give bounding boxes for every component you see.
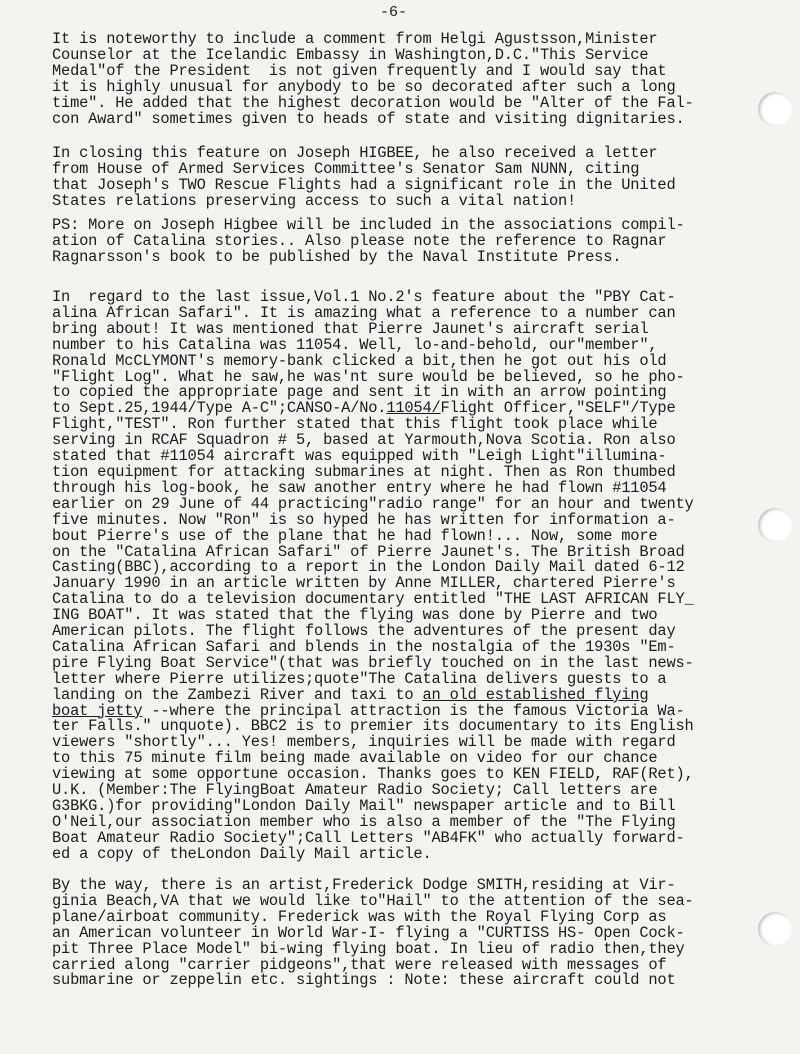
text-line: PS: More on Joseph Higbee will be included in the associations compil- xyxy=(52,216,685,234)
text-line: pire Flying Boat Service"(that was briefly touched on in the last news- xyxy=(52,653,694,672)
text-line: Catalina African Safari and blends in the nostalgia of the 1930s "Em- xyxy=(52,637,676,656)
text-line: American pilots. The flight follows the adventures of the present day xyxy=(52,622,676,641)
text-line: earlier on 29 June of 44 practicing"radio range" for an hour and twenty xyxy=(52,494,694,513)
text-line: pit Three Place Model" bi-wing flying boat. In lieu of radio then,they xyxy=(52,939,685,958)
text-line: Medal"of the President is not given frequently and I would say that xyxy=(52,61,667,80)
text-line: Flight,"TEST". Ron further stated that this flight took place while xyxy=(52,415,658,434)
paragraph-closing-higbee xyxy=(52,146,752,210)
page-number: -6- xyxy=(380,4,408,21)
text-line: ation of Catalina stories.. Also please note the reference to Ragnar xyxy=(52,231,667,250)
text-line: It is noteworthy to include a comment from Helgi Agustsson,Minister xyxy=(52,30,658,48)
text-line: to this 75 minute film being made available on video for our chance xyxy=(52,749,658,768)
text-line: ed a copy of theLondon Daily Mail article. xyxy=(52,844,432,863)
text-line: viewing at some opportune occasion. Thanks goes to KEN FIELD, RAF(Ret), xyxy=(52,765,694,784)
text-line: ginia Beach,VA that we would like to"Hail" to the attention of the sea- xyxy=(52,891,694,910)
paragraph-helgi-comment xyxy=(52,32,752,127)
text-line: ter Falls." unquote). BBC2 is to premier its documentary to its English xyxy=(52,717,694,736)
text-line: letter where Pierre utilizes;quote"The Catalina delivers guests to a xyxy=(52,669,667,688)
text-line: Ragnarsson's book to be published by the Naval Institute Press. xyxy=(52,247,622,266)
text-line: Catalina to do a television documentary entitled "THE LAST AFRICAN FLY_ xyxy=(52,590,694,609)
text-line: States relations preserving access to such a vital nation! xyxy=(52,191,577,210)
underlined-serial: 11054/ xyxy=(386,399,441,418)
text-line: stated that #11054 aircraft was equipped with "Leigh Light"illumina- xyxy=(52,447,667,466)
text-line: "Flight Log". What he saw,he was'nt sure would be believed, so he pho- xyxy=(52,367,685,386)
text-line: Casting(BBC),according to a report in the London Daily Mail dated 6-12 xyxy=(52,558,685,577)
text-line: time". He added that the highest decoration would be "Alter of the Fal- xyxy=(52,93,694,112)
binder-hole xyxy=(758,508,792,542)
text-line: U.K. (Member:The FlyingBoat Amateur Radio Society; Call letters are xyxy=(52,781,658,800)
text-line: five minutes. Now "Ron" is so hyped he has written for information a- xyxy=(52,510,676,529)
text-line: serving in RCAF Squadron # 5, based at Yarmouth,Nova Scotia. Ron also xyxy=(52,431,676,450)
paragraph-frederick-smith xyxy=(52,878,752,989)
text-line: G3BKG.)for providing"London Daily Mail" newspaper article and to Bill xyxy=(52,797,676,815)
text-line: Counselor at the Icelandic Embassy in Washington,D.C."This Service xyxy=(52,45,649,64)
text-line: bring about! It was mentioned that Pierre Jaunet's aircraft serial xyxy=(52,319,649,338)
text-line: Boat Amateur Radio Society";Call Letters "AB4FK" who actually forward- xyxy=(52,828,685,847)
text-line: alina African Safari". It is amazing what a reference to a number can xyxy=(52,303,676,322)
text-line: from House of Armed Services Committee's Senator Sam NUNN, citing xyxy=(52,159,640,178)
text-line: an American volunteer in World War-I- flying a "CURTISS HS- Open Cock- xyxy=(52,923,685,942)
text-line: plane/airboat community. Frederick was with the Royal Flying Corp as xyxy=(52,907,667,926)
text-segment: to Sept.25,1944/Type A-C";CANSO-A/No. xyxy=(52,399,387,418)
text-line: con Award" sometimes given to heads of state and visiting dignitaries. xyxy=(52,109,685,128)
text-line: By the way, there is an artist,Frederick Dodge SMITH,residing at Vir- xyxy=(52,876,676,894)
binder-hole xyxy=(758,92,792,126)
text-line: to copied the appropriate page and sent it in with an arrow pointing xyxy=(52,383,667,402)
text-segment: Flight Officer,"SELF"/Type xyxy=(440,399,676,418)
text-line: number to his Catalina was 11054. Well, lo-and-behold, our"member", xyxy=(52,335,658,354)
underlined-phrase: boat jetty xyxy=(52,701,143,720)
text-line: ING BOAT". It was stated that the flying was done by Pierre and two xyxy=(52,606,658,625)
text-line: submarine or zeppelin etc. sightings : Note: these aircraft could not xyxy=(52,971,676,990)
text-line: on the "Catalina African Safari" of Pierre Jaunet's. The British Broad xyxy=(52,542,685,561)
text-line: January 1990 in an article written by Anne MILLER, chartered Pierre's xyxy=(52,574,676,593)
text-line: In closing this feature on Joseph HIGBEE, he also received a letter xyxy=(52,144,658,162)
text-line: that Joseph's TWO Rescue Flights had a significant role in the United xyxy=(52,175,676,194)
binder-hole xyxy=(758,912,792,946)
text-line: O'Neil,our association member who is also a member of the "The Flying xyxy=(52,812,676,831)
text-segment: landing on the Zambezi River and taxi to xyxy=(52,685,423,704)
text-line: bout Pierre's use of the plane that he had flown!... Now, some more xyxy=(52,526,658,545)
text-line: it is highly unusual for anybody to be so decorated after such a long xyxy=(52,77,676,96)
text-line: through his log-book, he saw another entry where he had flown #11054 xyxy=(52,478,667,497)
text-segment: --where the principal attraction is the famous Victoria Wa- xyxy=(142,701,685,720)
text-line: In regard to the last issue,Vol.1 No.2's feature about the "PBY Cat- xyxy=(52,288,676,306)
text-line: carried along "carrier pidgeons",that were released with messages of xyxy=(52,955,667,974)
text-line: tion equipment for attacking submarines at night. Then as Ron thumbed xyxy=(52,462,676,481)
paragraph-ps-note xyxy=(52,218,752,266)
paragraph-catalina-safari xyxy=(52,290,752,863)
text-line: viewers "shortly"... Yes! members, inquiries will be made with regard xyxy=(52,733,676,752)
underlined-phrase: an old established flying xyxy=(422,685,649,704)
text-line: Ronald McCLYMONT's memory-bank clicked a bit,then he got out his old xyxy=(52,351,667,370)
